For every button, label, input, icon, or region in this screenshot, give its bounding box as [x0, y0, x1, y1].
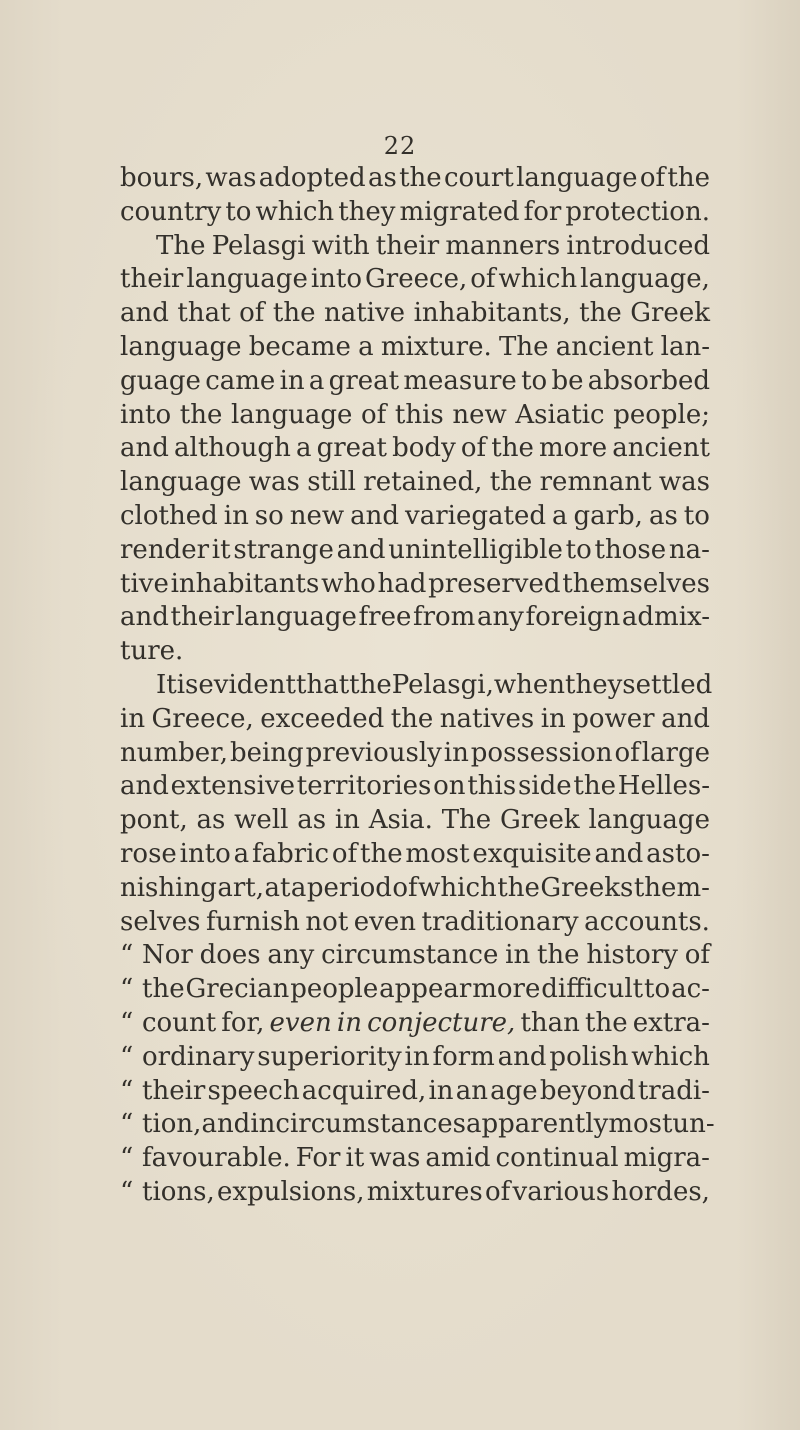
word: those: [594, 534, 667, 565]
quotation-mark: “: [120, 1041, 134, 1072]
word: pont,: [120, 805, 188, 836]
word: For: [295, 1143, 341, 1174]
word: na-: [668, 534, 710, 565]
word: language: [235, 602, 357, 633]
word: and: [120, 771, 169, 802]
word: being: [229, 737, 304, 768]
word: a: [233, 838, 250, 869]
word: a: [290, 872, 307, 903]
word: when: [493, 669, 566, 700]
word: conjecture,: [367, 1007, 516, 1038]
word: is: [176, 669, 199, 700]
word: people;: [613, 399, 710, 430]
word: measure: [403, 365, 517, 396]
word: of: [361, 399, 387, 430]
word: and: [120, 433, 169, 464]
word: to: [565, 534, 592, 565]
word: form: [432, 1041, 495, 1072]
word: in: [120, 703, 146, 734]
quotation-mark: “: [120, 1075, 134, 1106]
word: to: [225, 196, 252, 227]
word: their: [120, 264, 184, 295]
word: unintelligible: [388, 534, 563, 565]
word: a: [551, 500, 568, 531]
word: territories: [296, 771, 432, 802]
word: traditionary: [421, 906, 579, 937]
word: tive: [120, 568, 169, 599]
word: be: [551, 365, 584, 396]
word: strange: [233, 534, 334, 565]
word: rose: [120, 838, 177, 869]
word: “ their: [120, 1075, 205, 1109]
word: great: [328, 365, 400, 396]
word: “ count: [120, 1007, 216, 1041]
word: “ favourable.: [120, 1142, 291, 1176]
word: the: [579, 298, 622, 329]
word: most: [608, 1109, 673, 1140]
word: to: [683, 500, 710, 531]
word: themselves: [562, 568, 710, 599]
word: it: [345, 1143, 365, 1174]
word: country: [120, 196, 222, 227]
word: of: [684, 940, 710, 971]
word: beyond: [539, 1075, 636, 1106]
text-line: [120, 635, 710, 669]
word: Greece,: [365, 264, 468, 295]
word: the: [497, 872, 540, 903]
word: large: [641, 737, 710, 768]
word: various: [512, 1176, 610, 1207]
word: language: [120, 467, 242, 498]
word: they: [338, 196, 396, 227]
word: amid: [425, 1143, 491, 1174]
word: the: [360, 838, 403, 869]
word: in: [279, 365, 305, 396]
word: which: [498, 264, 578, 295]
word: their: [170, 602, 234, 633]
word: into: [120, 399, 172, 430]
word: Pelasgi,: [391, 669, 494, 700]
word: nishing: [120, 872, 217, 903]
text-line: [120, 263, 710, 297]
word: speech: [207, 1075, 300, 1106]
text-line: [120, 466, 710, 500]
word: Asiatic: [515, 399, 605, 430]
word: side: [517, 771, 572, 802]
word: power: [572, 703, 655, 734]
word: “ tion,: [120, 1108, 201, 1142]
word: manners: [445, 230, 561, 261]
word: than: [520, 1007, 580, 1038]
word: ancient: [612, 433, 710, 464]
word: became: [248, 331, 351, 362]
text-line: [120, 331, 710, 365]
word: Greek: [630, 298, 710, 329]
word: who: [321, 568, 376, 599]
text-line: [120, 838, 710, 872]
word: acquired,: [301, 1075, 427, 1106]
word: into: [179, 838, 231, 869]
word: the: [179, 399, 223, 430]
word: The: [498, 331, 549, 362]
word: even: [269, 1007, 332, 1038]
word: hordes,: [611, 1176, 710, 1207]
word: the: [585, 1007, 628, 1038]
word: to: [521, 365, 548, 396]
word: exquisite: [472, 838, 592, 869]
word: language: [588, 805, 710, 836]
word: of: [614, 737, 640, 768]
word: period: [306, 872, 392, 903]
word: the: [667, 163, 710, 193]
word: for,: [221, 1007, 265, 1038]
word: furnish: [205, 906, 300, 937]
word: the: [272, 298, 316, 329]
word: ac-: [671, 974, 710, 1005]
word: language: [230, 399, 353, 430]
word: them-: [633, 872, 710, 903]
word: ancient: [555, 331, 654, 362]
word: Asia.: [368, 805, 433, 836]
word: with: [311, 230, 370, 261]
word: superiority: [257, 1041, 402, 1072]
text-line: [120, 297, 710, 331]
word: Greek: [499, 805, 580, 836]
word: in: [223, 500, 249, 531]
word: Grecian: [185, 974, 290, 1005]
word: this: [394, 399, 444, 430]
word: Helles-: [617, 771, 710, 802]
word: expulsions,: [217, 1176, 365, 1207]
word: was: [205, 163, 257, 193]
word: native: [323, 298, 406, 329]
word: which: [631, 1041, 710, 1072]
text-line: [120, 568, 710, 602]
text-line: [120, 669, 713, 703]
word: the: [491, 433, 534, 464]
word: new: [452, 399, 507, 430]
word: introduced: [566, 230, 710, 261]
word: asto-: [646, 838, 710, 869]
word: the: [399, 163, 442, 193]
word: of: [331, 838, 358, 869]
word: bours,: [120, 163, 204, 193]
word: and: [350, 500, 400, 531]
text-line: [120, 973, 710, 1007]
word: accounts.: [584, 906, 710, 937]
word: foreign: [525, 602, 621, 633]
word: circumstances: [275, 1109, 466, 1140]
word: polish: [549, 1041, 629, 1072]
word: and: [594, 838, 644, 869]
text-line: [120, 1075, 710, 1109]
word: exceeded: [260, 703, 385, 734]
word: in: [540, 703, 566, 734]
word: an: [455, 1075, 488, 1106]
word: art,: [217, 872, 264, 903]
word: of: [484, 1176, 511, 1207]
word: apparently: [466, 1109, 609, 1140]
word: “ ordinary: [120, 1041, 254, 1075]
word: of: [470, 264, 496, 295]
text-line: [120, 601, 710, 635]
text-line: [120, 737, 710, 771]
word: previously: [305, 737, 442, 768]
page-number: 22: [383, 132, 417, 160]
word: of: [239, 298, 265, 329]
word: age: [490, 1075, 538, 1106]
quotation-mark: “: [120, 940, 134, 971]
word: that: [177, 298, 231, 329]
text-line: [120, 1007, 710, 1041]
word: language: [120, 331, 242, 362]
word: The: [156, 230, 206, 261]
body-text: [120, 162, 715, 1210]
quotation-mark: “: [120, 1176, 134, 1207]
word: in: [404, 1041, 430, 1072]
word: fabric: [251, 838, 330, 869]
word: people: [290, 974, 379, 1005]
word: possession: [470, 737, 613, 768]
word: still: [307, 467, 356, 498]
word: variegated: [405, 500, 546, 531]
word: difficult: [541, 974, 644, 1005]
word: migra-: [623, 1143, 710, 1174]
word: more: [472, 974, 541, 1005]
word: which: [255, 196, 335, 227]
word: body: [392, 433, 456, 464]
word: ture.: [120, 636, 184, 667]
word: in: [334, 805, 360, 836]
word: new: [289, 500, 345, 531]
word: it: [211, 534, 231, 565]
word: mixtures: [366, 1176, 483, 1207]
word: which: [418, 872, 497, 903]
word: “ tions,: [120, 1176, 215, 1210]
word: Pelasgi: [211, 230, 306, 261]
word: into: [310, 264, 363, 295]
word: render: [120, 534, 210, 565]
word: un-: [672, 1109, 715, 1140]
word: for: [523, 196, 562, 227]
word: It: [156, 669, 177, 700]
word: Greece,: [151, 703, 254, 734]
text-line: [120, 939, 710, 973]
word: even: [353, 906, 416, 937]
word: of: [460, 433, 487, 464]
quotation-mark: “: [120, 1007, 134, 1038]
word: had: [377, 568, 427, 599]
word: number,: [120, 737, 229, 768]
word: they: [565, 669, 623, 700]
word: as: [196, 805, 226, 836]
word: protection.: [565, 196, 710, 227]
word: the: [573, 771, 617, 802]
word: does: [199, 940, 261, 971]
word: history: [586, 940, 678, 971]
word: of: [392, 872, 418, 903]
word: their: [375, 230, 440, 261]
word: on: [433, 771, 466, 802]
word: was: [248, 467, 300, 498]
word: absorbed: [587, 365, 710, 396]
word: garb,: [573, 500, 643, 531]
word: more: [539, 433, 608, 464]
quotation-mark: “: [120, 1143, 134, 1174]
word: the: [489, 467, 533, 498]
word: continual: [495, 1143, 619, 1174]
word: court: [443, 163, 514, 193]
word: the: [390, 703, 434, 734]
text-line: [120, 872, 710, 906]
word: was: [658, 467, 710, 498]
word: mixture.: [380, 331, 492, 362]
word: and: [336, 534, 386, 565]
word: and: [661, 703, 710, 734]
word: appear: [379, 974, 472, 1005]
word: to: [644, 974, 671, 1005]
word: and: [120, 298, 169, 329]
word: the: [349, 669, 392, 700]
text-line: [120, 162, 710, 196]
word: inhabitants: [170, 568, 320, 599]
word: “ Nor: [120, 939, 193, 973]
word: language: [186, 264, 308, 295]
word: “ the: [120, 973, 185, 1007]
text-line: [120, 1142, 710, 1176]
word: in: [428, 1075, 454, 1106]
word: well: [234, 805, 289, 836]
word: came: [205, 365, 276, 396]
word: in: [505, 940, 531, 971]
word: language: [516, 163, 638, 193]
word: at: [264, 872, 291, 903]
word: and: [497, 1041, 547, 1072]
text-line: [120, 534, 710, 568]
text-line: [120, 804, 710, 838]
word: that: [296, 669, 350, 700]
word: so: [254, 500, 284, 531]
word: as: [648, 500, 678, 531]
word: language,: [580, 264, 710, 295]
word: in: [250, 1109, 276, 1140]
word: lan-: [660, 331, 710, 362]
word: settled: [622, 669, 713, 700]
word: evident: [198, 669, 297, 700]
word: circumstance: [321, 940, 499, 971]
word: adopted: [258, 163, 366, 193]
text-line: [120, 500, 710, 534]
word: the: [536, 940, 580, 971]
word: extensive: [170, 771, 296, 802]
word: preserved: [428, 568, 561, 599]
word: this: [467, 771, 517, 802]
quotation-mark: “: [120, 1109, 134, 1140]
word: great: [316, 433, 387, 464]
word: extra-: [632, 1007, 710, 1038]
word: in: [443, 737, 469, 768]
text-line: [120, 365, 710, 399]
word: and: [120, 602, 169, 633]
word: guage: [120, 365, 201, 396]
text-line: [120, 230, 710, 264]
word: from: [412, 602, 476, 633]
word: as: [297, 805, 327, 836]
word: any: [476, 602, 524, 633]
text-line: [120, 1176, 710, 1210]
quotation-mark: “: [120, 974, 134, 1005]
word: The: [441, 805, 492, 836]
text-line: [120, 432, 710, 466]
word: and: [201, 1109, 251, 1140]
text-line: [120, 703, 710, 737]
word: remnant: [539, 467, 652, 498]
word: clothed: [120, 500, 218, 531]
text-line: [120, 1108, 715, 1142]
word: migrated: [399, 196, 520, 227]
text-line: [120, 399, 710, 433]
word: although: [174, 433, 291, 464]
word: a: [308, 365, 325, 396]
word: inhabitants,: [413, 298, 571, 329]
word: free: [358, 602, 412, 633]
word: tradi-: [637, 1075, 710, 1106]
word: was: [369, 1143, 421, 1174]
word: a: [358, 331, 374, 362]
text-line: [120, 906, 710, 940]
word: not: [305, 906, 349, 937]
word: retained,: [363, 467, 483, 498]
word: of: [639, 163, 666, 193]
word: admix-: [621, 602, 710, 633]
word: in: [336, 1007, 362, 1038]
word: natives: [439, 703, 535, 734]
word: Greeks: [540, 872, 634, 903]
text-line: [120, 196, 710, 230]
word: a: [295, 433, 312, 464]
word: most: [405, 838, 470, 869]
text-line: [120, 1041, 710, 1075]
text-line: [120, 770, 710, 804]
word: any: [267, 940, 315, 971]
word: selves: [120, 906, 201, 937]
word: as: [367, 163, 397, 193]
